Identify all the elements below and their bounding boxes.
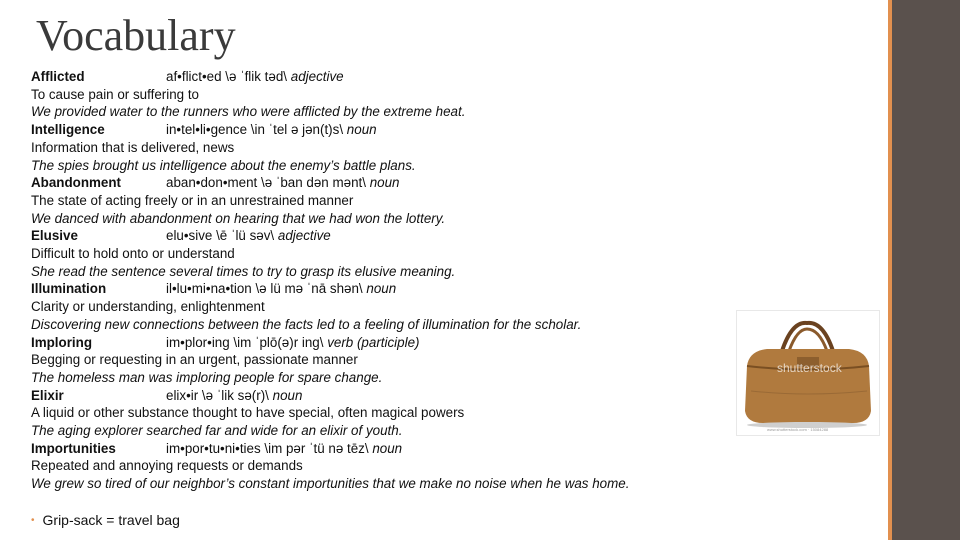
pronunciation: in•tel•li•gence \in ˈtel ə jən(t)s\ xyxy=(166,122,344,138)
entry-heading xyxy=(31,334,751,352)
example-sentence: We grew so tired of our neighbor’s constant importunities that we make no noise when he was home. xyxy=(31,476,630,492)
part-of-speech: noun xyxy=(346,122,377,138)
entry-heading xyxy=(31,174,751,192)
pronunciation: im•plor•ing \im ˈplō(ə)r ing\ xyxy=(166,334,324,350)
example-sentence: Discovering new connections between the facts led to a feeling of illumination for the scholar. xyxy=(31,316,582,332)
image-credit: www.shutterstock.com · 15084288 xyxy=(767,427,829,432)
entry-heading xyxy=(31,280,751,298)
vocab-term: Imploring xyxy=(31,334,92,350)
bullet-text: Grip-sack = travel bag xyxy=(42,512,180,528)
watermark-text: shutterstock xyxy=(777,361,842,375)
part-of-speech: adjective xyxy=(277,228,331,244)
definition: A liquid or other substance thought to have special, often magical powers xyxy=(31,405,465,421)
pronunciation: af•flict•ed \ə ˈflik təd\ xyxy=(166,69,288,84)
vocab-term: Afflicted xyxy=(31,69,85,84)
bullet-icon: • xyxy=(31,515,35,526)
entry-heading xyxy=(31,121,751,139)
vocab-term: Intelligence xyxy=(31,122,105,138)
entry-heading xyxy=(31,440,751,458)
travel-bag-image xyxy=(736,310,880,436)
definition: The state of acting freely or in an unrestrained manner xyxy=(31,192,354,208)
vocabulary-list xyxy=(31,68,751,493)
vocab-term: Elixir xyxy=(31,387,64,403)
pronunciation: elu•sive \ē ˈlü səv\ xyxy=(166,228,275,244)
pronunciation: il•lu•mi•na•tion \ə lü mə ˈnā shən\ xyxy=(166,281,363,297)
vocab-term: Elusive xyxy=(31,228,78,244)
pronunciation: im•por•tu•ni•ties \im pər ˈtü nə tēz\ xyxy=(166,440,369,456)
entry-heading xyxy=(31,387,751,405)
example-sentence: The homeless man was imploring people for spare change. xyxy=(31,369,383,385)
definition: Begging or requesting in an urgent, passionate manner xyxy=(31,352,358,368)
part-of-speech: noun xyxy=(272,387,303,403)
definition: To cause pain or suffering to xyxy=(31,86,199,102)
vocab-term: Importunities xyxy=(31,440,116,456)
entry-heading xyxy=(31,68,751,86)
slide-title: Vocabulary xyxy=(36,11,236,60)
entry-heading xyxy=(31,227,751,245)
example-sentence: We provided water to the runners who were afflicted by the extreme heat. xyxy=(31,104,466,120)
vocab-term: Abandonment xyxy=(31,175,122,191)
pronunciation: elix•ir \ə ˈlik sə(r)\ xyxy=(166,387,269,403)
example-sentence: The aging explorer searched far and wide for an elixir of youth. xyxy=(31,423,403,439)
bullet-note xyxy=(31,512,180,528)
side-dark-bar xyxy=(892,0,960,540)
vocab-term: Illumination xyxy=(31,281,107,297)
definition: Difficult to hold onto or understand xyxy=(31,246,235,262)
definition: Information that is delivered, news xyxy=(31,139,235,155)
pronunciation: aban•don•ment \ə ˈban dən mənt\ xyxy=(166,175,366,191)
part-of-speech: verb (participle) xyxy=(327,334,420,350)
example-sentence: The spies brought us intelligence about the enemy’s battle plans. xyxy=(31,157,416,173)
example-sentence: We danced with abandonment on hearing that we had won the lottery. xyxy=(31,210,446,226)
part-of-speech: adjective xyxy=(290,69,344,84)
example-sentence: She read the sentence several times to try to grasp its elusive meaning. xyxy=(31,263,456,279)
part-of-speech: noun xyxy=(366,281,397,297)
definition: Repeated and annoying requests or demands xyxy=(31,458,303,474)
part-of-speech: noun xyxy=(369,175,400,191)
definition: Clarity or understanding, enlightenment xyxy=(31,299,265,315)
part-of-speech: noun xyxy=(372,440,403,456)
